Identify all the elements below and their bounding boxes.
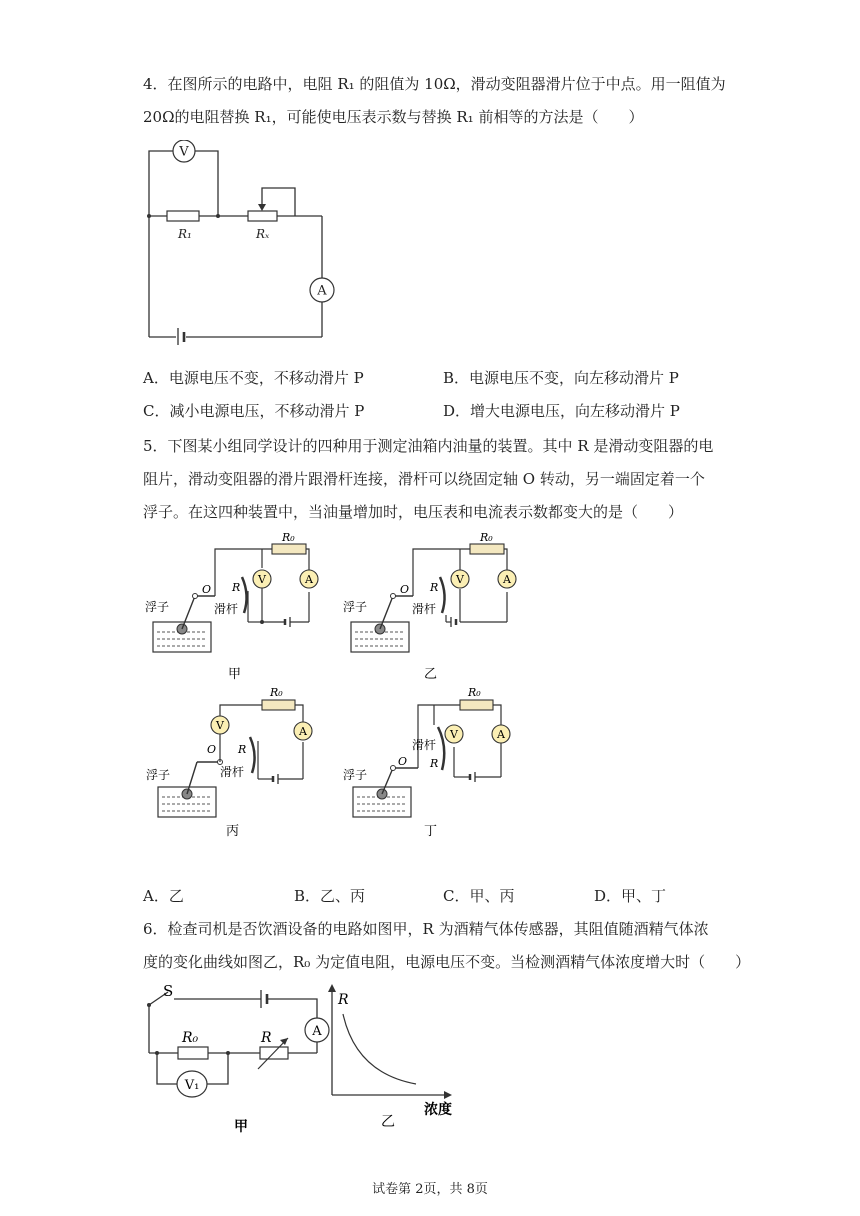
q5-ding-a: A — [497, 728, 505, 741]
q5-caption-yi: 乙 — [424, 667, 438, 682]
q4-option-d: D．增大电源电压，向左移动滑片 P — [443, 402, 680, 420]
q5-jia-float: 浮子 — [145, 600, 170, 614]
q6-caption-yi: 乙 — [381, 1114, 395, 1130]
q5-jia-v: V — [258, 573, 266, 586]
q4-rx-label: Rₓ — [256, 227, 270, 241]
q5-ding-r0: R₀ — [468, 686, 481, 699]
q5-yi-a: A — [503, 573, 511, 586]
q4-text-line2: 20Ω的电阻替换 R₁，可能使电压表示数与替换 R₁ 前相等的方法是（ ） — [143, 108, 644, 126]
q5-text-line1: 5．下图某小组同学设计的四种用于测定油箱内油量的装置。其中 R 是滑动变阻器的电 — [143, 437, 714, 455]
q5-text-line2: 阻片，滑动变阻器的滑片跟滑杆连接，滑杆可以绕固定轴 O 转动，另一端固定着一个 — [143, 470, 705, 488]
q5-text-line3: 浮子。在这四种装置中，当油量增加时，电压表和电流表示数都变大的是（ ） — [143, 503, 684, 521]
q5-figure-yi — [343, 531, 516, 682]
q4-circuit-figure — [140, 140, 350, 345]
q5-bing-v: V — [216, 719, 224, 732]
q4-text-line1: 4．在图所示的电路中，电阻 R₁ 的阻值为 10Ω，滑动变阻器滑片位于中点。用一阻值为 — [143, 75, 726, 93]
q5-option-d: D．甲、丁 — [594, 887, 667, 905]
q6-graph-axis-y: R — [338, 992, 349, 1008]
q6-r0-label: R₀ — [182, 1030, 199, 1046]
q5-bing-float: 浮子 — [146, 768, 171, 782]
q5-ding-lever: 滑杆 — [412, 738, 437, 752]
q5-option-b: B．乙、丙 — [294, 887, 366, 905]
page-footer: 试卷第 2页，共 8页 — [372, 1182, 488, 1197]
q5-bing-o: O — [207, 743, 217, 756]
q5-jia-o: O — [202, 583, 212, 596]
q4-option-a: A．电源电压不变，不移动滑片 P — [143, 369, 364, 387]
q5-figure-bing — [146, 686, 312, 839]
q6-circuit-jia — [147, 982, 329, 1135]
q4-voltmeter-label: V — [179, 144, 189, 160]
q5-yi-o: O — [400, 583, 410, 596]
q5-jia-lever: 滑杆 — [214, 602, 239, 616]
q5-caption-ding: 丁 — [424, 824, 438, 839]
q5-yi-r0: R₀ — [480, 531, 493, 544]
q4-option-b: B．电源电压不变，向左移动滑片 P — [443, 369, 679, 387]
q6-r-label: R — [261, 1030, 272, 1046]
q6-ammeter-label: A — [312, 1024, 322, 1039]
q5-bing-lever: 滑杆 — [220, 765, 245, 779]
q5-bing-r0: R₀ — [270, 686, 283, 699]
q4-r1-label: R₁ — [178, 227, 192, 241]
q6-graph-yi — [328, 984, 452, 1130]
q5-caption-bing: 丙 — [226, 824, 240, 839]
q4-option-c: C．减小电源电压，不移动滑片 P — [143, 402, 365, 420]
q4-ammeter-label: A — [317, 283, 327, 299]
q6-switch-label: S — [163, 982, 174, 1000]
q5-caption-jia: 甲 — [228, 667, 242, 682]
q5-yi-float: 浮子 — [343, 600, 368, 614]
q6-text-line2: 度的变化曲线如图乙，R₀ 为定值电阻，电源电压不变。当检测酒精气体浓度增大时（ ） — [143, 953, 751, 971]
q5-bing-a: A — [299, 725, 307, 738]
q6-voltmeter-label: V₁ — [184, 1078, 200, 1093]
q5-ding-v: V — [450, 728, 458, 741]
q5-figure-ding — [343, 686, 510, 839]
q5-option-a: A．乙 — [143, 887, 184, 905]
q5-jia-a: A — [305, 573, 313, 586]
q6-circuit-and-graph — [140, 978, 470, 1138]
q5-yi-v: V — [456, 573, 464, 586]
q5-jia-r: R — [232, 581, 241, 594]
q5-jia-r0: R₀ — [282, 531, 295, 544]
q5-oil-gauge-figures — [140, 525, 540, 845]
q5-ding-r: R — [430, 757, 439, 770]
q5-bing-r: R — [238, 743, 247, 756]
q5-figure-jia — [145, 531, 318, 682]
q6-graph-axis-x: 浓度 — [424, 1102, 452, 1118]
q5-option-c: C．甲、丙 — [443, 887, 515, 905]
q5-yi-lever: 滑杆 — [412, 602, 437, 616]
q5-ding-float: 浮子 — [343, 768, 368, 782]
q5-ding-o: O — [398, 755, 408, 768]
q6-text-line1: 6．检查司机是否饮酒设备的电路如图甲，R 为酒精气体传感器，其阻值随酒精气体浓 — [143, 920, 709, 938]
q5-yi-r: R — [430, 581, 439, 594]
q6-caption-jia: 甲 — [234, 1119, 248, 1135]
